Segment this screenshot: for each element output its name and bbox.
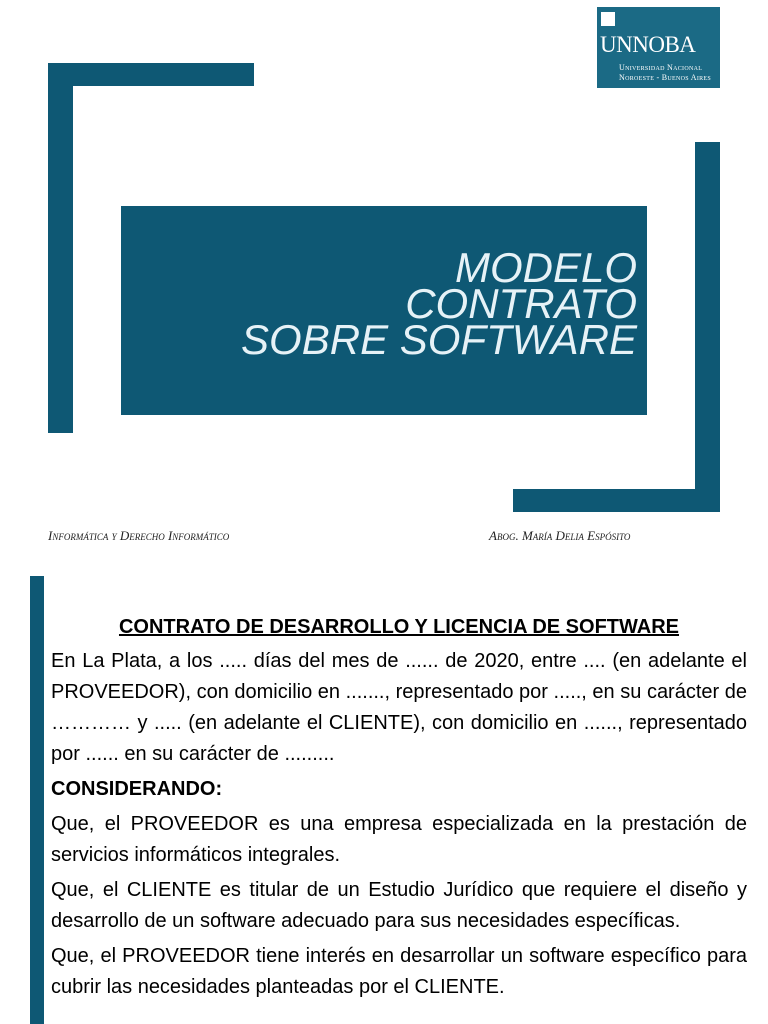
- frame-top-left-horizontal: [48, 63, 254, 86]
- logo-subtitle-line2: Noroeste - Buenos Aires: [619, 73, 712, 82]
- considerando-heading: CONSIDERANDO:: [51, 778, 223, 800]
- course-name: Informática y Derecho Informático: [48, 528, 230, 543]
- title-box: [121, 206, 647, 415]
- logo-subtitle: [619, 63, 711, 83]
- contract-document: [51, 612, 747, 1007]
- title-line-2: CONTRATO: [405, 280, 637, 327]
- logo-name: UNNOBA: [600, 32, 696, 57]
- contract-paragraph-3: Que, el CLIENTE es titular de un Estudio Jurídico que requiere el diseño y desarrollo de un software adecuado para sus necesidades específicas.: [51, 879, 747, 932]
- contract-heading: CONTRATO DE DESARROLLO Y LICENCIA DE SOFTWARE: [118, 616, 680, 638]
- slide-title: [241, 244, 637, 363]
- logo-subtitle-line1: Universidad Nacional: [619, 63, 703, 72]
- document-accent-bar: [30, 576, 44, 1024]
- title-line-3: SOBRE SOFTWARE: [241, 316, 637, 363]
- contract-paragraph-intro: En La Plata, a los ..... días del mes de ...... de 2020, entre .... (en adelante el PROVEEDOR), con domicilio en ......., representado por ....., en su carácter de ………… y ..... (en adelante el CLIENTE), con domicilio en ......, representado por ...... en su carácter de .........: [51, 650, 747, 765]
- contract-paragraph-2: Que, el PROVEEDOR es una empresa especializada en la prestación de servicios informáticos integrales.: [51, 813, 747, 866]
- title-line-1: MODELO: [454, 244, 637, 291]
- frame-bottom-right-horizontal: [513, 489, 720, 512]
- university-logo: [597, 7, 720, 88]
- frame-bottom-right-vertical: [695, 142, 720, 512]
- logo-square-icon: [601, 12, 615, 26]
- contract-paragraph-4: Que, el PROVEEDOR tiene interés en desarrollar un software específico para cubrir las necesidades planteadas por el CLIENTE.: [51, 945, 747, 998]
- frame-top-left-vertical: [48, 63, 73, 433]
- author-name: Abog. María Delia Espósito: [489, 528, 631, 543]
